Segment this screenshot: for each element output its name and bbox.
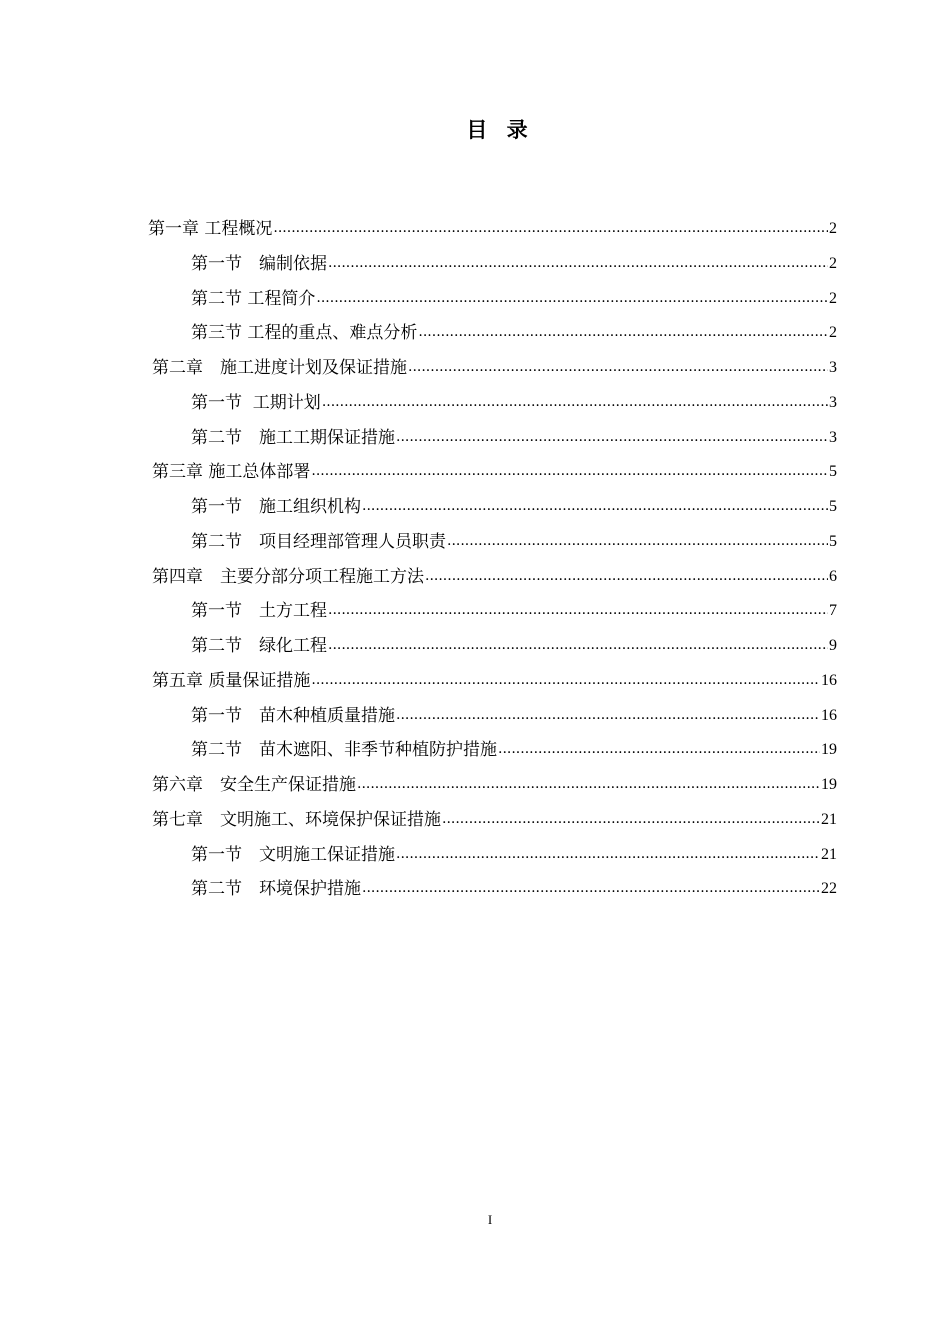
- toc-chapter-entry[interactable]: [152, 764, 837, 796]
- toc-dot-leader: [408, 358, 828, 376]
- toc-dot-leader: [322, 393, 828, 411]
- toc-dot-leader: [396, 845, 820, 863]
- toc-entry-page-number: 21: [821, 810, 837, 828]
- toc-entry-page-number: 9: [829, 637, 837, 654]
- toc-entry-page-number: 3: [829, 393, 837, 411]
- toc-entry-label: 第二节 工程简介: [191, 288, 316, 309]
- toc-chapter-entry[interactable]: [148, 208, 837, 240]
- toc-section-entry[interactable]: [191, 625, 837, 657]
- toc-entry-page-number: 2: [829, 324, 837, 342]
- toc-section-entry[interactable]: [191, 521, 837, 553]
- toc-entry-label: 第三章 施工总体部署: [152, 462, 311, 483]
- toc-dot-leader: [396, 706, 820, 724]
- toc-entry-label: 第二章 施工进度计划及保证措施: [152, 358, 407, 378]
- toc-entry-label: 第二节 苗木遮阳、非季节种植防护措施: [191, 740, 497, 761]
- toc-entry-page-number: 16: [821, 671, 837, 689]
- toc-dot-leader: [273, 219, 828, 237]
- page-number-footer: I: [487, 1212, 493, 1227]
- toc-dot-leader: [328, 636, 828, 654]
- toc-chapter-entry[interactable]: [152, 347, 837, 379]
- toc-section-entry[interactable]: [191, 312, 837, 344]
- toc-dot-leader: [357, 775, 820, 793]
- toc-dot-leader: [316, 289, 828, 307]
- toc-section-entry[interactable]: [191, 729, 837, 761]
- toc-section-entry[interactable]: [191, 243, 837, 275]
- toc-dot-leader: [442, 810, 820, 828]
- toc-entry-label: 第一节 编制依据: [191, 253, 327, 274]
- toc-dot-leader: [311, 462, 828, 480]
- toc-section-entry[interactable]: [191, 590, 837, 622]
- toc-entry-label: 第四章 主要分部分项工程施工方法: [152, 566, 424, 587]
- toc-dot-leader: [328, 601, 828, 619]
- toc-chapter-entry[interactable]: [152, 451, 837, 483]
- toc-entry-page-number: 3: [829, 428, 837, 446]
- toc-entry-label: 第一节 施工组织机构: [191, 497, 361, 517]
- toc-entry-label: 第一节 土方工程: [191, 601, 327, 622]
- toc-entry-label: 第一节 工期计划: [191, 392, 321, 413]
- toc-entry-label: 第一章 工程概况: [148, 219, 273, 239]
- toc-entry-label: 第六章 安全生产保证措施: [152, 775, 356, 795]
- toc-section-entry[interactable]: [191, 278, 837, 310]
- toc-entry-label: 第二节 施工工期保证措施: [191, 427, 395, 448]
- toc-entry-page-number: 19: [821, 741, 837, 759]
- toc-entry-page-number: 2: [829, 254, 837, 272]
- toc-chapter-entry[interactable]: [152, 556, 837, 588]
- toc-entry-label: 第一节 文明施工保证措施: [191, 844, 395, 865]
- toc-section-entry[interactable]: [191, 868, 837, 900]
- toc-dot-leader: [396, 428, 828, 446]
- toc-entry-label: 第五章 质量保证措施: [152, 670, 311, 691]
- toc-dot-leader: [362, 497, 828, 515]
- toc-entry-page-number: 5: [829, 463, 837, 481]
- toc-entry-page-number: 2: [829, 220, 837, 237]
- toc-chapter-entry[interactable]: [152, 799, 837, 831]
- toc-section-entry[interactable]: [191, 417, 837, 449]
- toc-dot-leader: [447, 532, 828, 550]
- toc-entry-page-number: 21: [821, 845, 837, 863]
- toc-entry-label: 第二节 环境保护措施: [191, 879, 361, 900]
- toc-dot-leader: [498, 740, 820, 758]
- toc-entry-page-number: 6: [829, 567, 837, 585]
- toc-section-entry[interactable]: [191, 834, 837, 866]
- toc-entry-label: 第三节 工程的重点、难点分析: [191, 323, 418, 344]
- toc-entry-page-number: 22: [821, 880, 837, 898]
- toc-entry-page-number: 16: [821, 706, 837, 724]
- toc-entry-page-number: 2: [829, 289, 837, 307]
- toc-entry-page-number: 5: [829, 532, 837, 550]
- toc-dot-leader: [362, 879, 820, 897]
- toc-section-entry[interactable]: [191, 382, 837, 414]
- toc-entry-label: 第七章 文明施工、环境保护保证措施: [152, 809, 441, 830]
- toc-dot-leader: [328, 254, 828, 272]
- toc-entry-label: 第二节 项目经理部管理人员职责: [191, 531, 446, 552]
- toc-dot-leader: [418, 323, 828, 341]
- toc-entry-label: 第二节 绿化工程: [191, 636, 327, 656]
- toc-entry-label: 第一节 苗木种植质量措施: [191, 705, 395, 726]
- toc-entry-page-number: 3: [829, 359, 837, 376]
- toc-dot-leader: [311, 671, 820, 689]
- toc-dot-leader: [425, 567, 828, 585]
- toc-chapter-entry[interactable]: [152, 660, 837, 692]
- toc-entry-page-number: 19: [821, 776, 837, 793]
- page-title: 目 录: [466, 118, 534, 142]
- toc-entry-page-number: 7: [829, 602, 837, 620]
- toc-entry-page-number: 5: [829, 498, 837, 515]
- toc-section-entry[interactable]: [191, 486, 837, 518]
- toc-section-entry[interactable]: [191, 695, 837, 727]
